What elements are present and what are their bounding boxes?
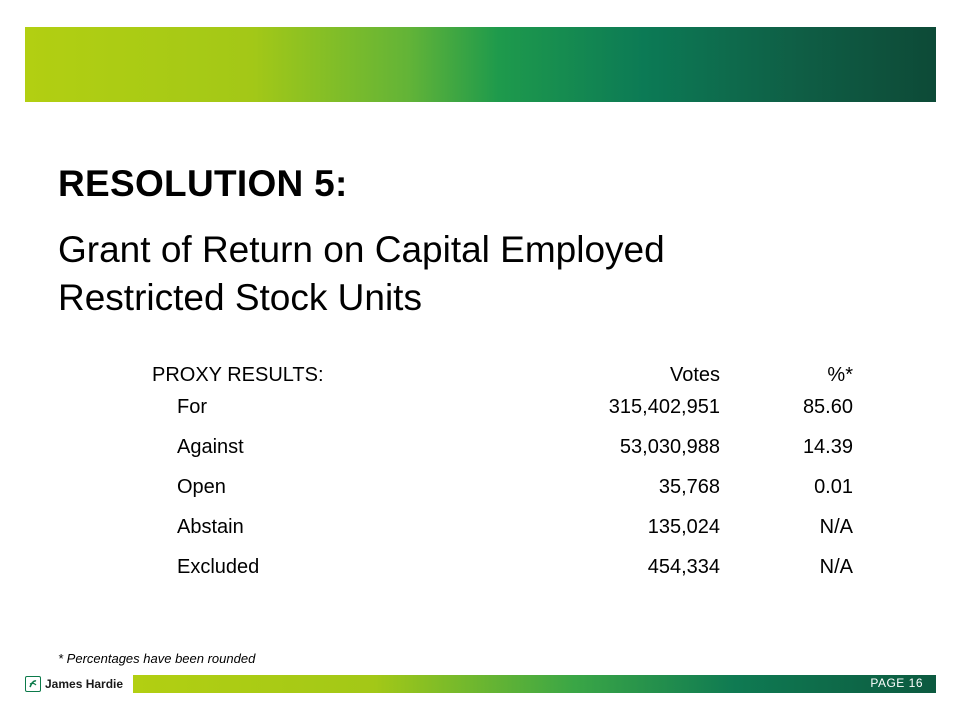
proxy-results-table <box>0 364 960 596</box>
top-banner <box>25 27 936 102</box>
page-number: PAGE 16 <box>870 676 923 690</box>
table-row <box>0 476 960 516</box>
row-label: Against <box>177 436 244 458</box>
row-label: Abstain <box>177 516 244 538</box>
logo-mark-icon <box>25 676 41 692</box>
table-header-row <box>0 364 960 396</box>
row-votes: 315,402,951 <box>608 396 720 418</box>
row-label: Excluded <box>177 556 260 578</box>
proxy-results-heading: PROXY RESULTS: <box>152 364 324 386</box>
row-percent: N/A <box>819 556 853 578</box>
row-votes: 53,030,988 <box>619 436 720 458</box>
row-votes: 135,024 <box>647 516 720 538</box>
row-percent: 0.01 <box>814 476 853 498</box>
row-label: Open <box>177 476 226 498</box>
votes-column-header: Votes <box>669 364 720 386</box>
table-row <box>0 516 960 556</box>
row-percent: N/A <box>819 516 853 538</box>
slide-title: RESOLUTION 5: <box>58 163 348 204</box>
row-votes: 454,334 <box>647 556 720 578</box>
footnote: * Percentages have been rounded <box>58 651 256 666</box>
row-label: For <box>177 396 207 418</box>
company-logo <box>25 675 123 693</box>
logo-text: James Hardie <box>45 677 124 691</box>
row-percent: 85.60 <box>802 396 853 418</box>
percent-column-header: %* <box>827 364 853 386</box>
row-votes: 35,768 <box>658 476 720 498</box>
table-row <box>0 556 960 596</box>
footer-bar <box>133 675 936 693</box>
row-percent: 14.39 <box>802 436 853 458</box>
table-row <box>0 436 960 476</box>
slide-subtitle: Grant of Return on Capital Employed Restricted Stock Units <box>58 229 665 318</box>
table-row <box>0 396 960 436</box>
